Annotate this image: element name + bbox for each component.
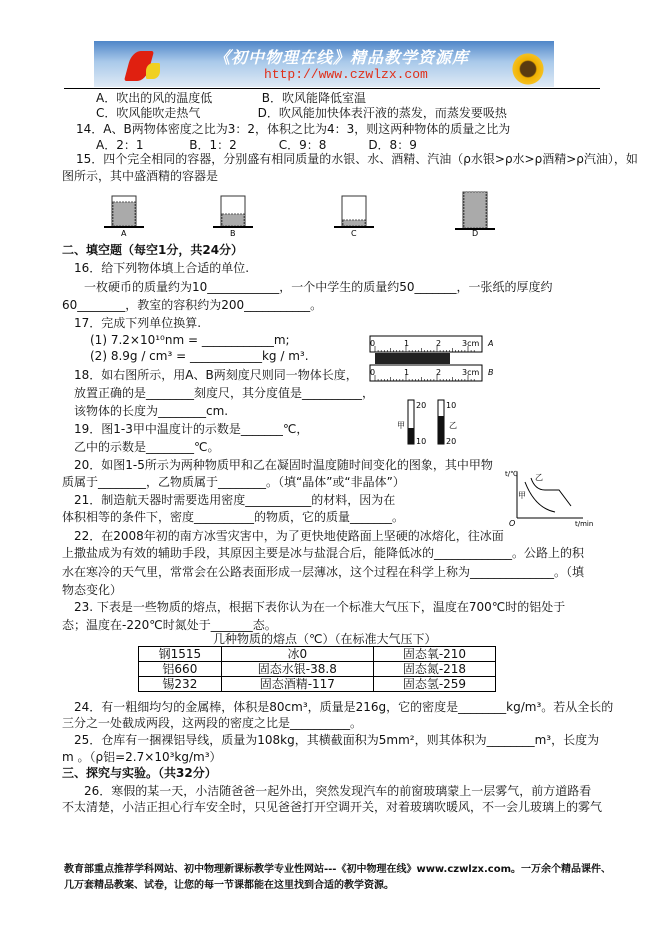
beaker-label: D [472,229,479,238]
text-line: 上撒盐成为有效的辅助手段，其原因主要是冰与盐混合后，能降低冰的_____________。公路上的积 [62,546,585,560]
measured-object [375,353,450,364]
text-line: 放置正确的是________刻度尺，其分度值是__________， [74,386,375,400]
text-line: 20．如图1-5所示为两种物质甲和乙在凝固时温度随时间变化的图象，其中甲物 [74,458,493,472]
beaker-B [213,190,257,238]
text-line: 14．A、B两物体密度之比为3：2，体积之比为4：3，则这两种物体的质量之比为 [76,122,511,136]
table-cell: 冰0 [221,647,373,662]
jia-scale-top: 20 [416,401,427,410]
text-line: 物态变化） [62,583,123,597]
table-cell: 铝660 [139,662,222,677]
text-line: 二、填空题（每空1分，共24分） [62,243,244,257]
site-banner [94,41,554,87]
jia-scale-bottom: 10 [416,437,427,446]
text-line: 图所示，其中盛酒精的容器是 [62,169,219,183]
banner-url[interactable]: http://www.czwlzx.com [264,67,428,82]
text-line: 该物体的长度为________cm. [74,404,229,418]
footer-line-1: 教育部重点推荐学科网站、初中物理新课标教学专业性网站---《初中物理在线》www.czwlzx.com。一万余个精品课件、 [64,864,612,875]
footer-line-2: 几万套精品教案、试卷，让您的每一节课都能在这里找到合适的教学资源。 [64,880,394,891]
jia-label: 甲 [397,421,405,430]
ruler-b-tick-1: 1 [404,368,410,377]
table-cell: 钢1515 [139,647,222,662]
beaker-A [104,190,148,238]
table-cell: 锡232 [139,677,222,692]
ruler-b-tick-3: 3cm [462,368,480,377]
text-line: A．吹出的风的温度低 B．吹风能降低室温 [96,91,367,105]
beaker-C [334,190,378,238]
yi-scale-top: 10 [446,401,457,410]
jia-curve-label: 甲 [518,491,526,500]
table-cell: 固态氢-259 [373,677,495,692]
sunflower-icon [510,51,546,87]
table-cell: 固态氧-210 [373,647,495,662]
banner-title: 《初中物理在线》精品教学资源库 [214,48,470,67]
table-cell: 固态酒精-117 [221,677,373,692]
text-line: 19．图1-3甲中温度计的示数是_______℃， [74,422,309,436]
text-line: 22．在2008年初的南方冰雪灾害中，为了更快地使路面上坚硬的冰熔化，往冰面 [74,529,504,543]
text-line: 21．制造航天器时需要选用密度___________的材料，因为在 [74,493,396,507]
beaker-D [455,190,499,238]
ruler-b-tick-0: 0 [370,368,376,377]
text-line: C．吹风能吹走热气 D．吹风能加快体表汗液的蒸发，而蒸发要吸热 [96,106,507,120]
ruler-a-tick-0: 0 [370,339,376,348]
text-line: (1) 7.2×10¹⁰nm = ____________m; [90,333,290,347]
text-line: A．2：1 B．1：2 C．9：8 D．8：9 [96,138,417,152]
text-line: 乙中的示数是________℃。 [74,440,220,454]
text-line: 水在寒冷的天气里，常常会在公路表面形成一层薄冰，这个过程在科学上称为______________。（填 [62,565,585,579]
text-line: 16．给下列物体填上合适的单位. [74,261,250,275]
thermometer-figure [395,398,475,446]
beaker-label: B [230,229,236,238]
text-line: 几种物质的熔点（℃）（在标准大气压下） [213,632,437,646]
text-line: 态；温度在-220℃时氮处于_______态。 [62,618,277,632]
table-row [139,677,496,692]
ruler-a-tick-1: 1 [404,339,410,348]
jia-curve [525,482,555,512]
yi-scale-bottom: 20 [446,437,457,446]
header-rule [64,88,600,89]
text-line: 三分之一处截成两段，这两段的密度之比是__________。 [62,716,363,730]
text-line: 26．寒假的某一天，小洁随爸爸一起外出，突然发现汽车的前窗玻璃蒙上一层雾气，前方道路看 [84,784,592,798]
text-line: 23. 下表是一些物质的熔点，根据下表你认为在一个标准大气压下，温度在700℃时的铝处于 [74,600,566,614]
text-line: 体积相等的条件下，密度__________的物质，它的质量_______。 [62,510,405,524]
table-cell: 固态氮-218 [373,662,495,677]
text-line: 质属于________，乙物质属于________。（填“晶体”或“非晶体”） [62,475,405,489]
text-line: 不太清楚，小洁正担心行车安全时，只见爸爸打开空调开关，对着玻璃吹暖风，不一会儿玻璃上的雾气 [62,800,603,814]
text-line: 三、探究与实验。（共32分） [62,766,217,780]
text-line: 15．四个完全相同的容器，分别盛有相同质量的水银、水、酒精、汽油（ρ水银>ρ水>ρ酒精>ρ汽油），如 [76,152,638,166]
table-row [139,647,496,662]
yi-label: 乙 [449,421,457,430]
ruler-a-tick-3: 3cm [462,339,480,348]
yi-curve-label: 乙 [535,473,543,482]
ruler-a-label: A [488,339,494,348]
melting-point-table [138,646,496,692]
beaker-label: A [121,229,127,238]
ruler-figure [368,334,518,386]
text-line: 24．有一粗细均匀的金属棒，体积是80cm³，质量是216g，它的密度是________kg/m³。若从全长的 [74,700,614,714]
cooling-graph [505,468,600,528]
text-line: 一枚硬币的质量约为10____________，一个中学生的质量约50_______，一张纸的厚度约 [84,280,553,294]
table-row [139,662,496,677]
text-line: 25．仓库有一捆裸铝导线，质量为108kg，其横截面积为5mm²，则其体积为________m³，长度为 [74,733,600,747]
ruler-a-tick-2: 2 [436,339,442,348]
x-axis-label: t/min [575,520,594,528]
table-cell: 固态水银-38.8 [221,662,373,677]
text-line: (2) 8.9g / cm³ = ____________kg / m³. [90,349,309,363]
text-line: 60________，教室的容积约为200___________。 [62,298,323,312]
ruler-b-label: B [488,368,494,377]
origin-label: O [509,519,516,528]
text-line: m 。（ρ铝=2.7×10³kg/m³） [62,750,222,764]
ruler-b-tick-2: 2 [436,368,442,377]
logo-accent-icon [146,63,160,79]
beaker-label: C [351,229,357,238]
y-axis-label: t/℃ [505,470,518,478]
text-line: 17．完成下列单位换算. [74,316,202,330]
text-line: 18．如右图所示，用A、B两刻度尺则同一物体长度， [74,368,358,382]
